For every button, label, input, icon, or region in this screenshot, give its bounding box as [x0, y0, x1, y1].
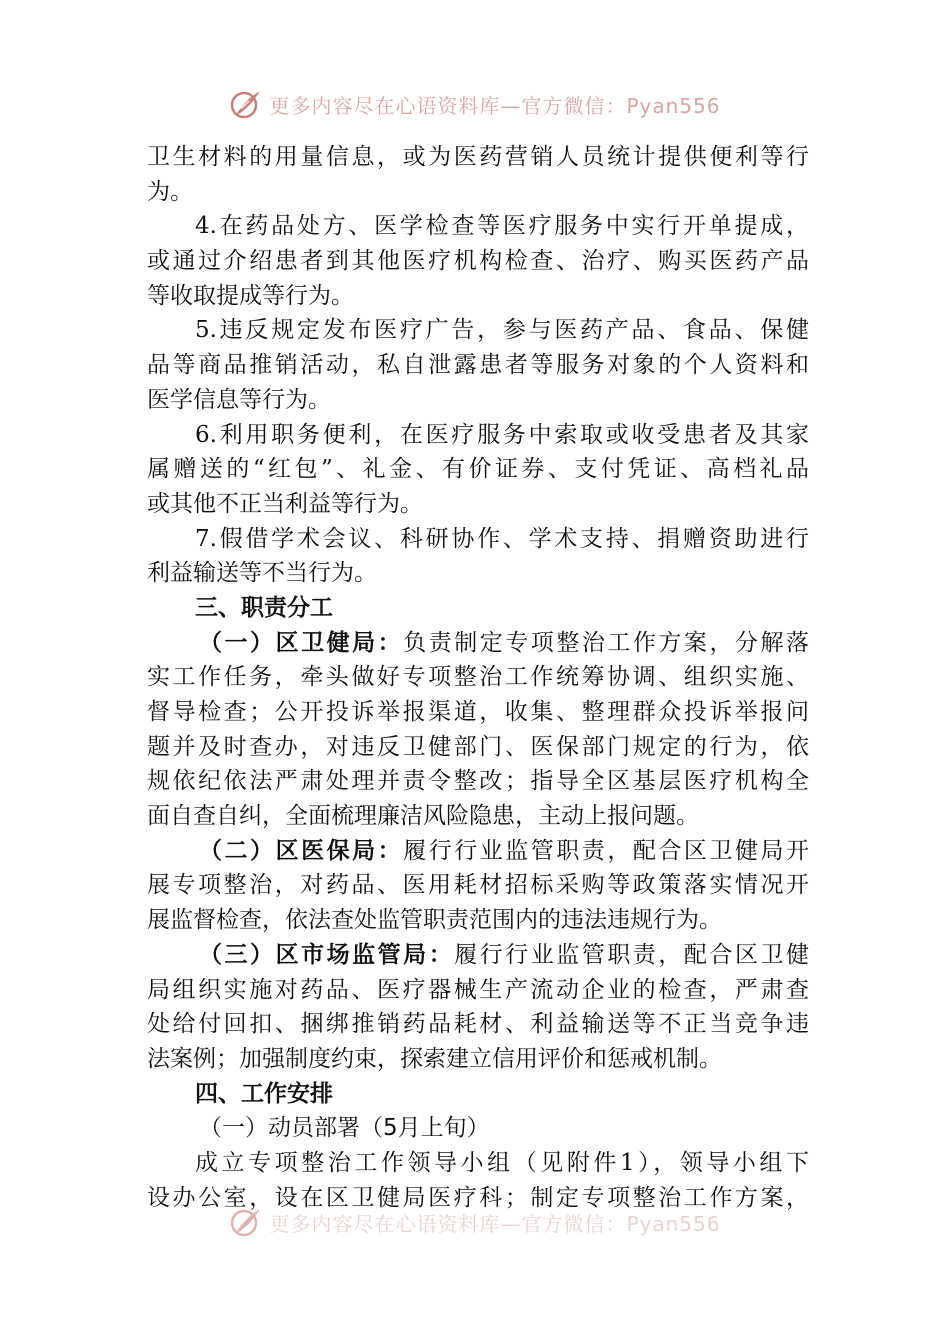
paragraph-line: 或其他不正当利益等行为。	[147, 490, 423, 517]
paragraph-line: 实工作任务，牵头做好专项整治工作统筹协调、组织实施、	[147, 664, 809, 691]
paragraph-line: 属赠送的“红包”、礼金、有价证券、支付凭证、高档礼品	[147, 456, 809, 483]
duty-label: （一）区卫健局：	[199, 629, 404, 656]
paragraph-line: 或通过介绍患者到其他医疗机构检查、治疗、购买医药产品	[147, 248, 809, 275]
paragraph-first-line: 5.违反规定发布医疗广告，参与医药产品、食品、保健	[195, 317, 809, 344]
quill-logo-icon	[229, 87, 263, 121]
paragraph-line: 品等商品推销活动，私自泄露患者等服务对象的个人资料和	[147, 352, 809, 379]
paragraph-line: 医学信息等行为。	[147, 386, 331, 413]
duty-text: 负责制定专项整治工作方案，分解落	[403, 629, 809, 656]
paragraph-line: 卫生材料的用量信息，或为医药营销人员统计提供便利等行	[147, 144, 809, 170]
duty-paragraph-first-line	[147, 938, 809, 973]
duty-text: 履行行业监管职责，配合区卫健	[454, 941, 809, 968]
watermark-header	[0, 84, 950, 124]
section-heading: 三、职责分工	[195, 594, 333, 621]
paragraph-first-line: 4.在药品处方、医学检查等医疗服务中实行开单提成，	[195, 213, 809, 240]
paragraph-line: 局组织实施对药品、医疗器械生产流动企业的检查，严肃查	[147, 976, 809, 1003]
paragraph-line: 督导检查；公开投诉举报渠道，收集、整理群众投诉举报问	[147, 699, 809, 725]
watermark-footer	[0, 1202, 950, 1242]
duty-text: 履行行业监管职责，配合区卫健局开	[403, 837, 809, 864]
paragraph-line: 法案例；加强制度约束，探索建立信用评价和惩戒机制。	[147, 1045, 722, 1072]
paragraph-line: 展监督检查，依法查处监管职责范围内的违法违规行为。	[147, 907, 722, 934]
duty-paragraph-first-line	[147, 834, 809, 869]
section-heading: 四、工作安排	[195, 1080, 333, 1107]
paragraph-line: 规依纪依法严肃处理并责令整改；指导全区基层医疗机构全	[147, 768, 809, 795]
duty-label: （二）区医保局：	[199, 837, 404, 864]
paragraph-line: 利益输送等不当行为。	[147, 560, 377, 587]
duty-paragraph-first-line	[147, 626, 809, 661]
paragraph-first-line: 7.假借学术会议、科研协作、学术支持、捐赠资助进行	[195, 525, 809, 552]
paragraph-line: 展专项整治，对药品、医用耗材招标采购等政策落实情况开	[147, 872, 809, 899]
subsection-heading: （一）动员部署（5月上旬）	[199, 1115, 490, 1142]
watermark-text: 更多内容尽在心语资料库—官方微信：Pyan556	[269, 1211, 721, 1236]
paragraph-first-line: 6.利用职务便利，在医疗服务中索取或收受患者及其家	[195, 421, 809, 448]
paragraph-line: 处给付回扣、捆绑推销药品耗材、利益输送等不正当竞争违	[147, 1011, 809, 1038]
paragraph-line: 题并及时查办，对违反卫健部门、医保部门规定的行为，依	[147, 733, 809, 760]
duty-label: （三）区市场监管局：	[199, 941, 455, 968]
paragraph-line: 等收取提成等行为。	[147, 282, 354, 309]
paragraph-line: 为。	[147, 178, 193, 205]
quill-logo-icon	[229, 1205, 263, 1239]
paragraph-line: 设办公室，设在区卫健局医疗科；制定专项整治工作方案，	[147, 1184, 809, 1211]
document-body	[147, 140, 809, 1215]
paragraph-line: 面自查自纠，全面梳理廉洁风险隐患，主动上报问题。	[147, 803, 699, 830]
watermark-text: 更多内容尽在心语资料库—官方微信：Pyan556	[269, 93, 721, 118]
paragraph-first-line: 成立专项整治工作领导小组（见附件1），领导小组下	[195, 1149, 809, 1176]
